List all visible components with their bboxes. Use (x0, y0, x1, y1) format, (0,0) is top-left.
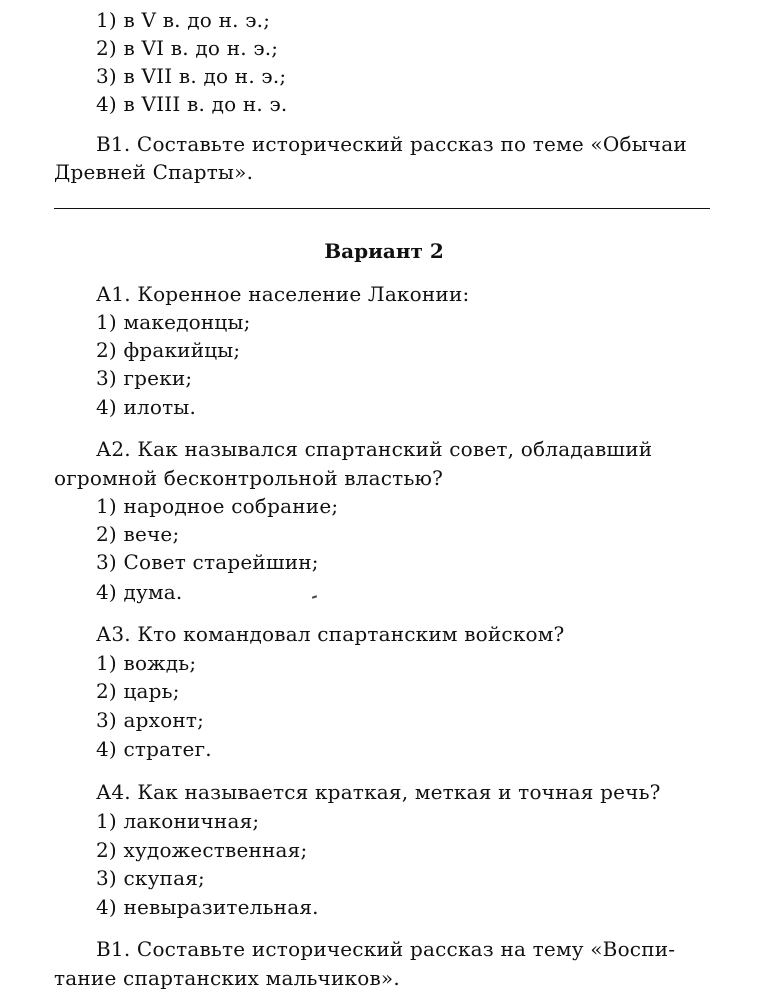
a1-option-3: 3) греки; (96, 366, 193, 390)
section-divider (54, 208, 710, 209)
a2-question-line1: А2. Как назывался спартанский совет, обладавший (96, 437, 653, 461)
a4-option-3: 3) скупая; (96, 866, 205, 890)
prev-option-4: 4) в VIII в. до н. э. (96, 92, 288, 116)
a2-option-3: 3) Совет старейшин; (96, 550, 319, 574)
a1-option-2: 2) фракийцы; (96, 338, 241, 362)
prev-option-2: 2) в VI в. до н. э.; (96, 36, 279, 60)
a3-option-4: 4) стратег. (96, 737, 212, 761)
prev-option-1: 1) в V в. до н. э.; (96, 8, 271, 32)
b1-line1: В1. Составьте исторический рассказ на тему «Воспи- (96, 937, 676, 961)
scan-speck (312, 595, 317, 599)
a4-option-1: 1) лаконичная; (96, 809, 260, 833)
a3-question: А3. Кто командовал спартанским войском? (96, 622, 565, 646)
b1-line2: тание спартанских мальчиков». (54, 966, 400, 990)
prev-b1-line1: В1. Составьте исторический рассказ по теме «Обычаи (96, 132, 687, 156)
variant-title: Вариант 2 (324, 239, 444, 263)
prev-b1-line2: Древней Спарты». (54, 160, 254, 184)
a2-question-line2: огромной бесконтрольной властью? (54, 466, 444, 490)
a4-option-2: 2) художественная; (96, 838, 308, 862)
a4-option-4: 4) невыразительная. (96, 895, 319, 919)
a2-option-4: 4) дума. (96, 580, 183, 604)
a2-option-2: 2) вече; (96, 522, 180, 546)
prev-option-3: 3) в VII в. до н. э.; (96, 64, 287, 88)
a1-option-4: 4) илоты. (96, 395, 197, 419)
a1-question: А1. Коренное население Лаконии: (96, 282, 470, 306)
a3-option-3: 3) архонт; (96, 708, 205, 732)
a1-option-1: 1) македонцы; (96, 310, 251, 334)
a3-option-2: 2) царь; (96, 679, 180, 703)
a3-option-1: 1) вождь; (96, 651, 197, 675)
a4-question: А4. Как называется краткая, меткая и точная речь? (96, 780, 661, 804)
a2-option-1: 1) народное собрание; (96, 494, 339, 518)
